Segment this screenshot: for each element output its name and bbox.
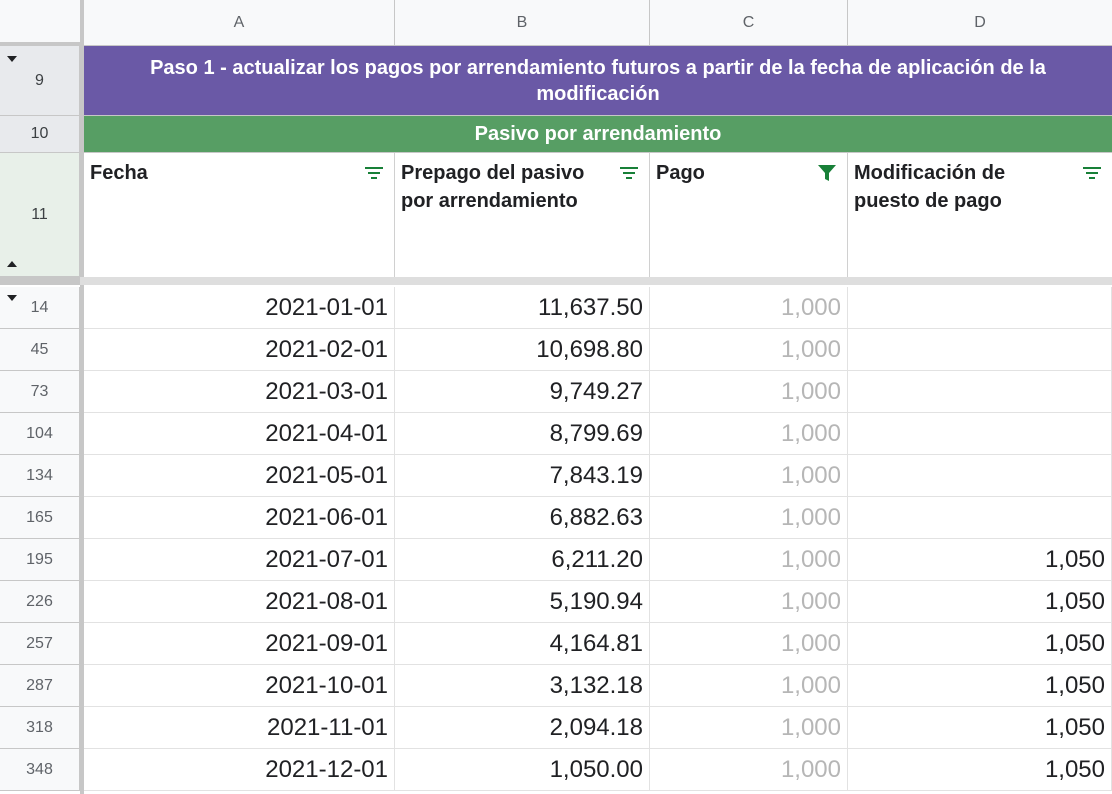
cell-pago[interactable]: 1,000: [650, 329, 848, 371]
cell-fecha[interactable]: 2021-04-01: [84, 413, 395, 455]
cell-modificacion[interactable]: [848, 413, 1112, 455]
row-header-11[interactable]: 11: [0, 153, 80, 277]
cell-modificacion[interactable]: 1,050: [848, 665, 1112, 707]
cell-prepago[interactable]: 8,799.69: [395, 413, 650, 455]
group-collapse-icon[interactable]: [7, 295, 17, 301]
row-header[interactable]: [0, 623, 80, 665]
row-header[interactable]: [0, 581, 80, 623]
row-number: 73: [30, 382, 49, 400]
cell-prepago[interactable]: 4,164.81: [395, 623, 650, 665]
cell-fecha[interactable]: 2021-12-01: [84, 749, 395, 791]
column-header-b[interactable]: B: [395, 0, 650, 46]
row-number: 226: [26, 592, 53, 610]
cell-modificacion[interactable]: 1,050: [848, 749, 1112, 791]
row-number: 287: [26, 676, 53, 694]
cell-modificacion[interactable]: [848, 497, 1112, 539]
row-header[interactable]: [0, 371, 80, 413]
cell-fecha[interactable]: 2021-05-01: [84, 455, 395, 497]
step-title-banner: Paso 1 - actualizar los pagos por arrendamiento futuros a partir de la fecha de aplicación de la modificación: [84, 46, 1112, 116]
row-number: 257: [26, 634, 53, 652]
cell-prepago[interactable]: 10,698.80: [395, 329, 650, 371]
cell-prepago[interactable]: 9,749.27: [395, 371, 650, 413]
cell-pago[interactable]: 1,000: [650, 581, 848, 623]
cell-fecha[interactable]: 2021-03-01: [84, 371, 395, 413]
cell-pago[interactable]: 1,000: [650, 413, 848, 455]
header-cell-pago[interactable]: Pago: [650, 153, 848, 277]
row-number: 348: [26, 760, 53, 778]
cell-modificacion[interactable]: 1,050: [848, 623, 1112, 665]
cell-prepago[interactable]: 6,882.63: [395, 497, 650, 539]
frozen-row-divider[interactable]: [80, 277, 1112, 285]
row-number: 318: [26, 718, 53, 736]
header-cell-prepago[interactable]: Prepago del pasivo por arrendamiento: [395, 153, 650, 277]
cell-prepago[interactable]: 3,132.18: [395, 665, 650, 707]
row-header[interactable]: [0, 497, 80, 539]
row-header[interactable]: [0, 413, 80, 455]
cell-fecha[interactable]: 2021-01-01: [84, 287, 395, 329]
cell-fecha[interactable]: 2021-02-01: [84, 329, 395, 371]
cell-prepago[interactable]: 7,843.19: [395, 455, 650, 497]
cell-prepago[interactable]: 1,050.00: [395, 749, 650, 791]
cell-modificacion[interactable]: [848, 371, 1112, 413]
cell-pago[interactable]: 1,000: [650, 623, 848, 665]
row-header[interactable]: [0, 749, 80, 791]
cell-pago[interactable]: 1,000: [650, 665, 848, 707]
frozen-row-divider-header[interactable]: [0, 277, 80, 285]
select-all-corner[interactable]: [0, 0, 84, 46]
cell-modificacion[interactable]: [848, 455, 1112, 497]
filter-icon[interactable]: [619, 165, 639, 181]
cell-fecha[interactable]: 2021-06-01: [84, 497, 395, 539]
row-header[interactable]: [0, 455, 80, 497]
cell-pago[interactable]: 1,000: [650, 539, 848, 581]
column-header-d[interactable]: D: [848, 0, 1112, 46]
cell-pago[interactable]: 1,000: [650, 455, 848, 497]
row-header-10[interactable]: 10: [0, 116, 80, 153]
row-number: 195: [26, 550, 53, 568]
cell-modificacion[interactable]: 1,050: [848, 581, 1112, 623]
row-header[interactable]: [0, 707, 80, 749]
group-collapse-icon[interactable]: [7, 56, 17, 62]
row-number: 45: [30, 340, 49, 358]
cell-prepago[interactable]: 11,637.50: [395, 287, 650, 329]
cell-pago[interactable]: 1,000: [650, 749, 848, 791]
cell-modificacion[interactable]: 1,050: [848, 539, 1112, 581]
cell-modificacion[interactable]: [848, 287, 1112, 329]
cell-prepago[interactable]: 2,094.18: [395, 707, 650, 749]
row-header[interactable]: [0, 539, 80, 581]
filter-icon[interactable]: [1082, 165, 1102, 181]
cell-prepago[interactable]: 5,190.94: [395, 581, 650, 623]
filter-active-icon[interactable]: [817, 163, 837, 183]
filter-icon[interactable]: [364, 165, 384, 181]
row-number: 104: [26, 424, 53, 442]
cell-pago[interactable]: 1,000: [650, 371, 848, 413]
cell-fecha[interactable]: 2021-08-01: [84, 581, 395, 623]
cell-fecha[interactable]: 2021-11-01: [84, 707, 395, 749]
cell-pago[interactable]: 1,000: [650, 287, 848, 329]
cell-fecha[interactable]: 2021-09-01: [84, 623, 395, 665]
row-header-9[interactable]: 9: [0, 46, 80, 116]
cell-pago[interactable]: 1,000: [650, 497, 848, 539]
header-cell-fecha[interactable]: Fecha: [84, 153, 395, 277]
cell-pago[interactable]: 1,000: [650, 707, 848, 749]
cell-fecha[interactable]: 2021-07-01: [84, 539, 395, 581]
column-header-a[interactable]: A: [84, 0, 395, 46]
cell-fecha[interactable]: 2021-10-01: [84, 665, 395, 707]
section-subtitle-banner: Pasivo por arrendamiento: [84, 116, 1112, 153]
header-cell-modificacion[interactable]: Modificación de puesto de pago: [848, 153, 1112, 277]
cell-modificacion[interactable]: [848, 329, 1112, 371]
row-header[interactable]: [0, 287, 80, 329]
row-number: 134: [26, 466, 53, 484]
group-expand-icon[interactable]: [7, 261, 17, 267]
row-header[interactable]: [0, 665, 80, 707]
cell-prepago[interactable]: 6,211.20: [395, 539, 650, 581]
row-number: 165: [26, 508, 53, 526]
row-number: 14: [30, 298, 49, 316]
row-header[interactable]: [0, 329, 80, 371]
cell-modificacion[interactable]: 1,050: [848, 707, 1112, 749]
column-header-c[interactable]: C: [650, 0, 848, 46]
